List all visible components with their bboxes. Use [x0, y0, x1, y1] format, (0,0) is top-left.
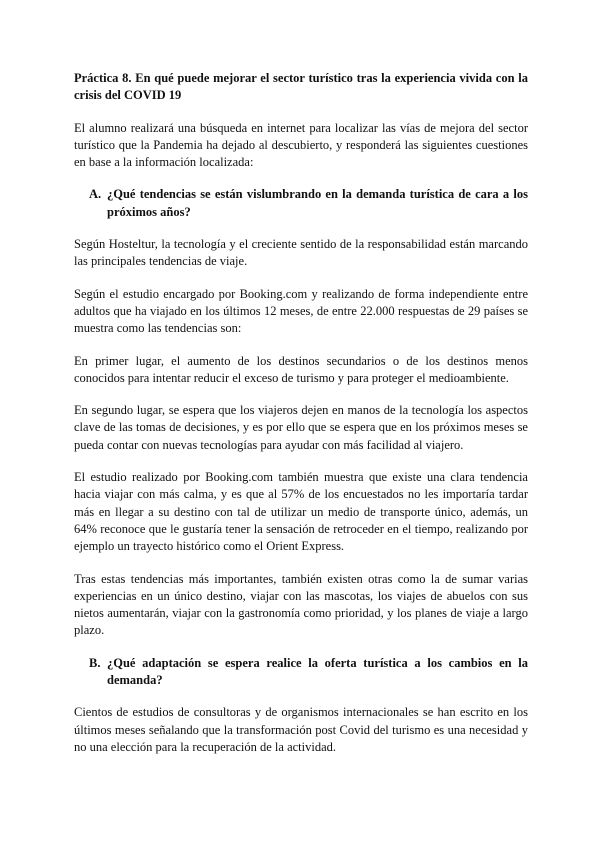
answer-a-paragraph-2: Según el estudio encargado por Booking.com y realizando de forma independiente entre adultos que ha viajado en los últimos 12 meses, de entre 22.000 respuestas de 29 países se muestra como las tendencias son:	[74, 286, 528, 336]
intro-paragraph: El alumno realizará una búsqueda en internet para localizar las vías de mejora del sector turístico que la Pandemia ha dejado al descubierto, y responderá las siguientes cuestiones en base a la información localizada:	[74, 120, 528, 170]
answer-a-paragraph-5: El estudio realizado por Booking.com también muestra que existe una clara tendencia hacia viajar con más calma, y es que al 57% de los encuestados no les importaría tardar más en llegar a su destino con tal de utilizar un medio de transporte único, además, un 64% reconoce que le gustaría tener la sensación de retroceder en el tiempo, realizando por ejemplo un trayecto histórico como el Orient Express.	[74, 470, 528, 554]
answer-a-paragraph-1: Según Hosteltur, la tecnología y el creciente sentido de la responsabilidad están marcando las principales tendencias de viaje.	[74, 237, 528, 269]
answer-b-paragraph-1: Cientos de estudios de consultoras y de organismos internacionales se han escrito en los últimos meses señalando que la transformación post Covid del turismo es una necesidad y no una elección para la recuperación de la actividad.	[74, 705, 528, 754]
question-b-text: ¿Qué adaptación se espera realice la oferta turística a los cambios en la demanda?	[107, 655, 528, 688]
answer-a-paragraph-3: En primer lugar, el aumento de los destinos secundarios o de los destinos menos conocidos para intentar reducir el exceso de turismo y para proteger el medioambiente.	[74, 353, 528, 385]
question-a	[89, 186, 528, 221]
question-a-label: A.	[89, 187, 102, 202]
answer-a-paragraph-4: En segundo lugar, se espera que los viajeros dejen en manos de la tecnología los aspectos clave de las tomas de decisiones, y es por ello que se espera que en los próximos meses se pueda contar con nuevas tecnologías para ayudar con más facilidad al viajero.	[74, 403, 528, 452]
page-title: Práctica 8. En qué puede mejorar el sector turístico tras la experiencia vivida con la crisis del COVID 19	[74, 71, 528, 103]
question-a-text: ¿Qué tendencias se están vislumbrando en la demanda turística de cara a los próximos años?	[107, 187, 528, 219]
question-b-label: B.	[89, 655, 101, 670]
document-body	[74, 70, 528, 771]
question-b	[89, 655, 528, 690]
answer-a-paragraph-6: Tras estas tendencias más importantes, también existen otras como la de sumar varias experiencias en un único destino, viajar con las mascotas, los viajes de abuelos con sus nietos aumentarán, viajar con la gastronomía como prioridad, y los planes de viaje a largo plazo.	[74, 571, 528, 638]
